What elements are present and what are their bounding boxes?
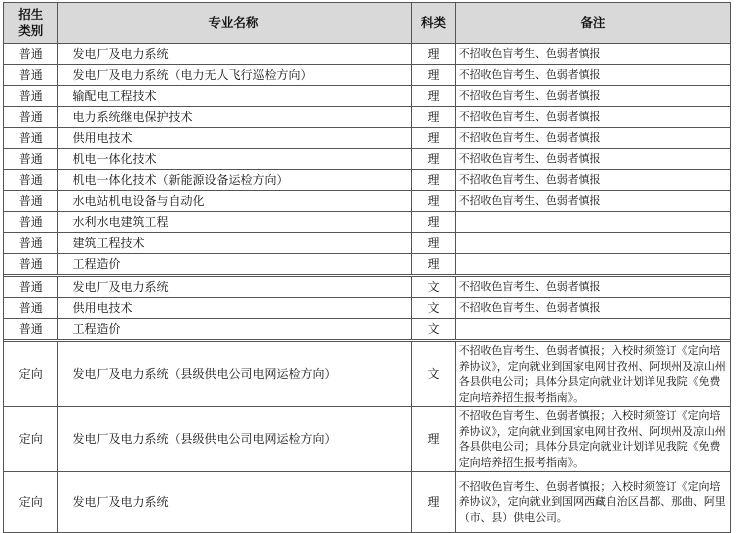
table-row <box>4 342 731 407</box>
remarks-cell: 不招收色盲考生、色弱者慎报 <box>455 44 730 65</box>
major-cell: 工程造价 <box>58 319 412 340</box>
table-row <box>4 44 731 65</box>
major-cell: 发电厂及电力系统（县级供电公司电网运检方向） <box>58 342 412 407</box>
subject-cell: 文 <box>412 277 455 298</box>
subject-cell: 理 <box>412 44 455 65</box>
major-cell: 发电厂及电力系统（县级供电公司电网运检方向） <box>58 407 412 472</box>
major-cell: 发电厂及电力系统 <box>58 472 412 533</box>
major-cell: 电力系统继电保护技术 <box>58 107 412 128</box>
category-cell: 普通 <box>4 170 58 191</box>
table-row <box>4 191 731 212</box>
table-row <box>4 298 731 319</box>
table-row <box>4 407 731 472</box>
subject-cell: 理 <box>412 191 455 212</box>
category-cell: 普通 <box>4 65 58 86</box>
remarks-cell <box>455 254 730 275</box>
header-row <box>4 3 731 44</box>
category-cell: 普通 <box>4 254 58 275</box>
category-cell: 普通 <box>4 191 58 212</box>
remarks-cell: 不招收色盲考生、色弱者慎报；入校时须签订《定向培养协议》，定向就业到国家电网甘孜州、阿坝州及凉山州各县供电公司；具体分县定向就业计划详见我院《免费定向培养招生报考指南》。 <box>455 407 730 472</box>
enrollment-table <box>3 2 731 533</box>
category-cell: 普通 <box>4 86 58 107</box>
subject-cell: 文 <box>412 298 455 319</box>
remarks-cell: 不招收色盲考生、色弱者慎报 <box>455 298 730 319</box>
major-cell: 发电厂及电力系统（电力无人飞行巡检方向） <box>58 65 412 86</box>
major-cell: 发电厂及电力系统 <box>58 277 412 298</box>
category-cell: 普通 <box>4 298 58 319</box>
table-row <box>4 128 731 149</box>
major-cell: 建筑工程技术 <box>58 233 412 254</box>
table-row <box>4 277 731 298</box>
subject-cell: 理 <box>412 86 455 107</box>
remarks-cell: 不招收色盲考生、色弱者慎报；入校时须签订《定向培养协议》，定向就业到国网西藏自治区昌都、那曲、阿里（市、县）供电公司。 <box>455 472 730 533</box>
subject-cell: 理 <box>412 170 455 191</box>
category-cell: 普通 <box>4 107 58 128</box>
table-row <box>4 170 731 191</box>
major-cell: 供用电技术 <box>58 298 412 319</box>
table-row <box>4 319 731 340</box>
subject-cell: 理 <box>412 212 455 233</box>
subject-cell: 文 <box>412 319 455 340</box>
subject-cell: 理 <box>412 128 455 149</box>
header-subject: 科类 <box>412 3 455 44</box>
major-cell: 工程造价 <box>58 254 412 275</box>
table-row <box>4 212 731 233</box>
table-row <box>4 86 731 107</box>
category-cell: 定向 <box>4 472 58 533</box>
table-row <box>4 65 731 86</box>
subject-cell: 理 <box>412 65 455 86</box>
header-category <box>4 3 58 44</box>
remarks-cell: 不招收色盲考生、色弱者慎报 <box>455 277 730 298</box>
major-cell: 水电站机电设备与自动化 <box>58 191 412 212</box>
header-remarks: 备注 <box>455 3 730 44</box>
subject-cell: 理 <box>412 149 455 170</box>
table-row <box>4 149 731 170</box>
table-row <box>4 233 731 254</box>
remarks-cell <box>455 319 730 340</box>
category-cell: 普通 <box>4 44 58 65</box>
category-cell: 普通 <box>4 233 58 254</box>
subject-cell: 理 <box>412 107 455 128</box>
category-cell: 定向 <box>4 407 58 472</box>
category-cell: 定向 <box>4 342 58 407</box>
remarks-cell: 不招收色盲考生、色弱者慎报 <box>455 65 730 86</box>
remarks-cell: 不招收色盲考生、色弱者慎报；入校时须签订《定向培养协议》，定向就业到国家电网甘孜州、阿坝州及凉山州各县供电公司；具体分县定向就业计划详见我院《免费定向培养招生报考指南》。 <box>455 342 730 407</box>
category-cell: 普通 <box>4 319 58 340</box>
table-row <box>4 254 731 275</box>
category-cell: 普通 <box>4 149 58 170</box>
major-cell: 机电一体化技术（新能源设备运检方向） <box>58 170 412 191</box>
remarks-cell: 不招收色盲考生、色弱者慎报 <box>455 149 730 170</box>
remarks-cell: 不招收色盲考生、色弱者慎报 <box>455 86 730 107</box>
subject-cell: 理 <box>412 407 455 472</box>
remarks-cell <box>455 212 730 233</box>
subject-cell: 理 <box>412 233 455 254</box>
remarks-cell: 不招收色盲考生、色弱者慎报 <box>455 107 730 128</box>
major-cell: 机电一体化技术 <box>58 149 412 170</box>
table-row <box>4 107 731 128</box>
category-cell: 普通 <box>4 128 58 149</box>
subject-cell: 理 <box>412 254 455 275</box>
subject-cell: 文 <box>412 342 455 407</box>
header-category-text: 招生 类别 <box>18 7 44 38</box>
header-major: 专业名称 <box>58 3 412 44</box>
major-cell: 供用电技术 <box>58 128 412 149</box>
remarks-cell <box>455 233 730 254</box>
major-cell: 输配电工程技术 <box>58 86 412 107</box>
remarks-cell: 不招收色盲考生、色弱者慎报 <box>455 170 730 191</box>
category-cell: 普通 <box>4 277 58 298</box>
major-cell: 发电厂及电力系统 <box>58 44 412 65</box>
remarks-cell: 不招收色盲考生、色弱者慎报 <box>455 128 730 149</box>
category-cell: 普通 <box>4 212 58 233</box>
table-row <box>4 472 731 533</box>
subject-cell: 理 <box>412 472 455 533</box>
remarks-cell: 不招收色盲考生、色弱者慎报 <box>455 191 730 212</box>
major-cell: 水利水电建筑工程 <box>58 212 412 233</box>
